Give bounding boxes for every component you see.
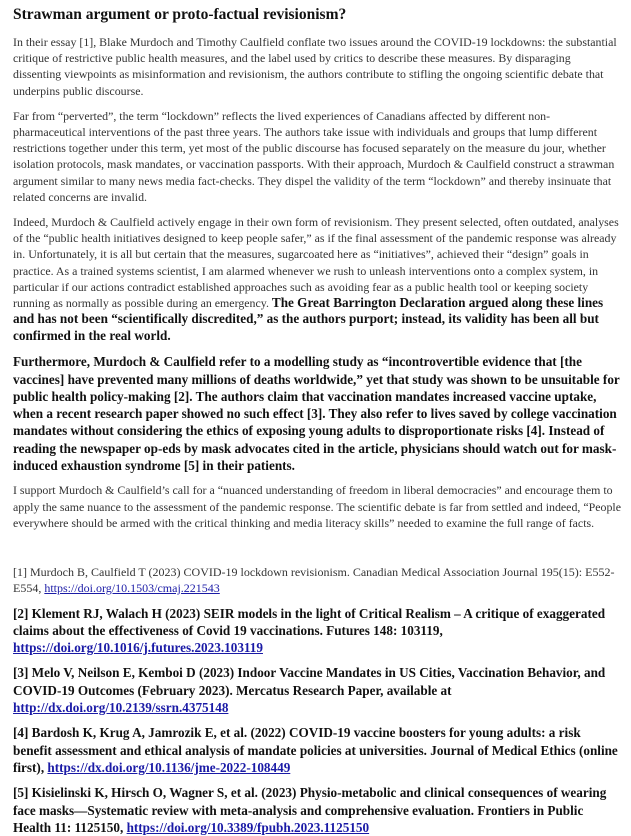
reference-text: [1] Murdoch B, Caulfield T (2023) COVID-19 lockdown revisionism. Canadian Medical Association Journal 195(15): E552-E554, [13, 564, 615, 595]
paragraph-5: I support Murdoch & Caulfield’s call for a “nuanced understanding of freedom in liberal democracies” and encourage them to apply the same nuance to the assessment of the pandemic response. The scientific debate is far from settled and indeed, “People everywhere should be armed with the critical thinking and media literacy skills” needed to examine the full range of facts. [13, 483, 621, 530]
reference-text: [4] Bardosh K, Krug A, Jamrozik E, et al. (2022) COVID-19 vaccine boosters for young adults: a risk benefit assessment and ethical analysis of mandate policies at universities. Journal of Medical Ethics (online first), [13, 725, 618, 775]
paragraph-3-text: Indeed, Murdoch & Caulfield actively engage in their own form of revisionism. They present selected, often outdated, analyses of the “public health initiatives designed to keep people safer,” as if the final assessment of the pandemic response was already in. Unfortunately, it is all but certain that the measures, sugarcoated here as “initiatives”, achieved their “design” goals in practice. As a trained systems scientist, I am alarmed whenever we rush to unleash interventions onto a complex system, in particular if our actions contradict established approaches such as avoiding fear as a public health tool or keeping society running as normally as possible during an emergency. [13, 215, 619, 311]
paragraph-1: In their essay [1], Blake Murdoch and Timothy Caulfield conflate two issues around the COVID-19 lockdowns: the substantial critique of restrictive public health measures, and the label used by critics to describe these measures. By disparaging dissenting viewpoints as misinformation and revisionism, the authors contribute to stifling the ongoing scientific debate that underpins public discourse. [13, 35, 617, 98]
reference-item [13, 724, 621, 776]
reference-item [13, 565, 621, 597]
reference-item [13, 664, 621, 716]
reference-link[interactable]: http://dx.doi.org/10.2139/ssrn.4375148 [13, 700, 229, 716]
reference-item [13, 605, 621, 657]
paragraph-2: Far from “perverted”, the term “lockdown” reflects the lived experiences of Canadians affected by different non-pharmaceutical interventions of the past three years. The authors take issue with individuals and groups that lump different restrictions together under this term, yet most of the public discourse has focused separately on the measure du jour, whether isolation protocols, mask mandates, or vaccination passports. With their approach, Murdoch & Caulfield construct a strawman argument similar to many news media fact-checks. They dispel the validity of the term “lockdown” and thereby insinuate that related concerns are invalid. [13, 108, 615, 204]
reference-item [13, 784, 621, 836]
references-list [13, 565, 621, 836]
reference-link[interactable]: https://doi.org/10.3389/fpubh.2023.1125150 [126, 819, 370, 835]
reference-text: [2] Klement RJ, Walach H (2023) SEIR models in the light of Critical Realism – A critique of exaggerated claims about the effectiveness of Covid 19 vaccinations. Futures 148: 103119, [13, 605, 606, 638]
paragraph-3-bold-text: The Great Barrington Declaration argued along these lines and has not been “scientifically discredited,” as the authors purport; instead, its validity has been all but confirmed in the real world. [13, 295, 604, 343]
reference-link[interactable]: https://doi.org/10.1016/j.futures.2023.103119 [13, 640, 263, 656]
reference-text: [3] Melo V, Neilson E, Kemboi D (2023) Indoor Vaccine Mandates in US Cities, Vaccination Behavior, and COVID-19 Outcomes (February 2023). Mercatus Research Paper, available at [13, 665, 606, 698]
paragraph-3 [13, 214, 621, 344]
page-title: Strawman argument or proto-factual revisionism? [13, 6, 347, 23]
reference-text: [5] Kisielinski K, Hirsch O, Wagner S, et al. (2023) Physio-metabolic and clinical consequences of wearing face masks—Systematic review with meta-analysis and comprehensive evaluation. Frontiers in Public Health 11: 1125150, [13, 785, 607, 835]
paragraph-4: Furthermore, Murdoch & Caulfield refer to a modelling study as “incontrovertible evidence that [the vaccines] have prevented many millions of deaths worldwide,” yet that study was shown to be unsuitable for public health policy-making [2]. The authors claim that vaccination mandates increased vaccine uptake, when a recent research paper showed no such effect [3]. They also refer to lives saved by college vaccination mandates without considering the ethics of exposing young adults to disproportionate risks [4]. Instead of reading the newspaper op-eds by mask advocates cited in the article, physicians should watch out for mask-induced exhaustion syndrome [5] in their patients. [13, 354, 620, 474]
reference-link[interactable]: https://dx.doi.org/10.1136/jme-2022-108449 [47, 759, 291, 775]
reference-link[interactable]: https://doi.org/10.1503/cmaj.221543 [44, 580, 220, 595]
